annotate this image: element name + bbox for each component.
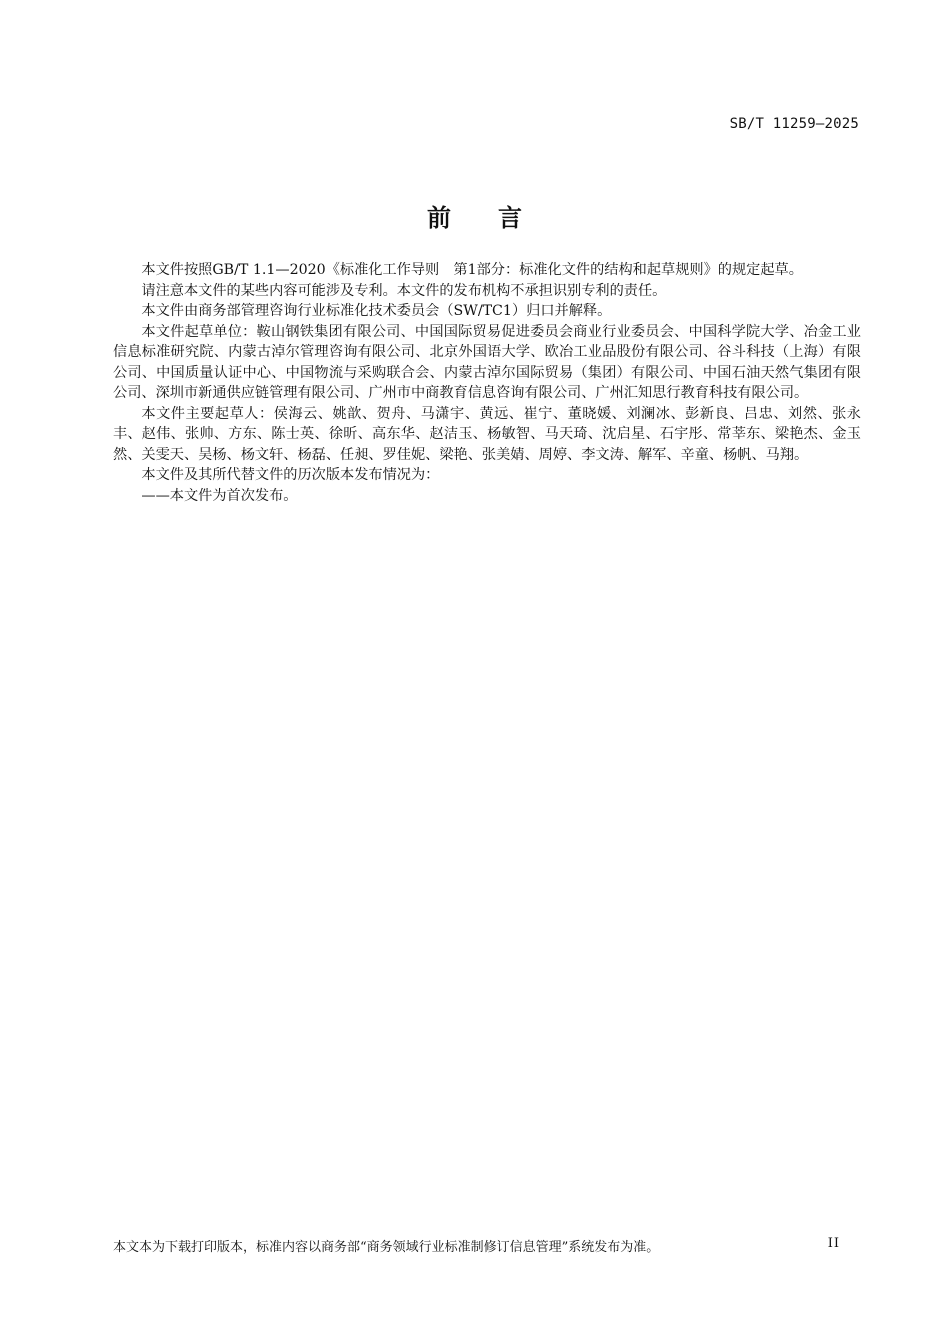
page-title	[0, 198, 950, 233]
paragraph-responsible-committee: 本文件由商务部管理咨询行业标准化技术委员会（SW/TC1）归口并解释。	[141, 303, 612, 319]
document-code: SB/T 11259—2025	[729, 116, 859, 132]
preface-body	[113, 260, 861, 506]
page-number: II	[827, 1236, 840, 1251]
title-char-2: 言	[498, 204, 523, 232]
footer-note: 本文本为下载打印版本，标准内容以商务部“商务领域行业标准制修订信息管理”系统发布为准。	[113, 1240, 660, 1255]
paragraph-drafting-rules: 本文件按照GB/T 1.1—2020《标准化工作导则 第1部分：标准化文件的结构和起草规则》的规定起草。	[141, 262, 803, 278]
title-char-1: 前	[427, 204, 452, 232]
paragraph-main-drafters: 本文件主要起草人：侯海云、姚歆、贺舟、马潇宇、黄远、崔宁、董晓媛、刘澜冰、彭新良、吕忠、刘然、张永丰、赵伟、张帅、方东、陈士英、徐昕、高东华、赵洁玉、杨敏智、马天琦、沈启星、石宇彤、常莘东、梁艳杰、金玉然、关雯天、吴杨、杨文轩、杨磊、任昶、罗佳妮、梁艳、张美婧、周婷、李文涛、解军、辛童、杨帆、马翔。	[113, 405, 861, 463]
paragraph-first-release: ——本文件为首次发布。	[141, 487, 298, 504]
paragraph-drafting-organizations: 本文件起草单位：鞍山钢铁集团有限公司、中国国际贸易促进委员会商业行业委员会、中国科学院大学、冶金工业信息标准研究院、内蒙古淖尔管理咨询有限公司、北京外国语大学、欧冶工业品股份有限公司、谷斗科技（上海）有限公司、中国质量认证中心、中国物流与采购联合会、内蒙古淖尔国际贸易（集团）有限公司、中国石油天然气集团有限公司、深圳市新通供应链管理有限公司、广州市中商教育信息咨询有限公司、广州汇知思行教育科技有限公司。	[113, 323, 861, 401]
paragraph-patent-notice: 请注意本文件的某些内容可能涉及专利。本文件的发布机构不承担识别专利的责任。	[141, 282, 667, 299]
paragraph-version-history: 本文件及其所代替文件的历次版本发布情况为：	[141, 467, 440, 483]
